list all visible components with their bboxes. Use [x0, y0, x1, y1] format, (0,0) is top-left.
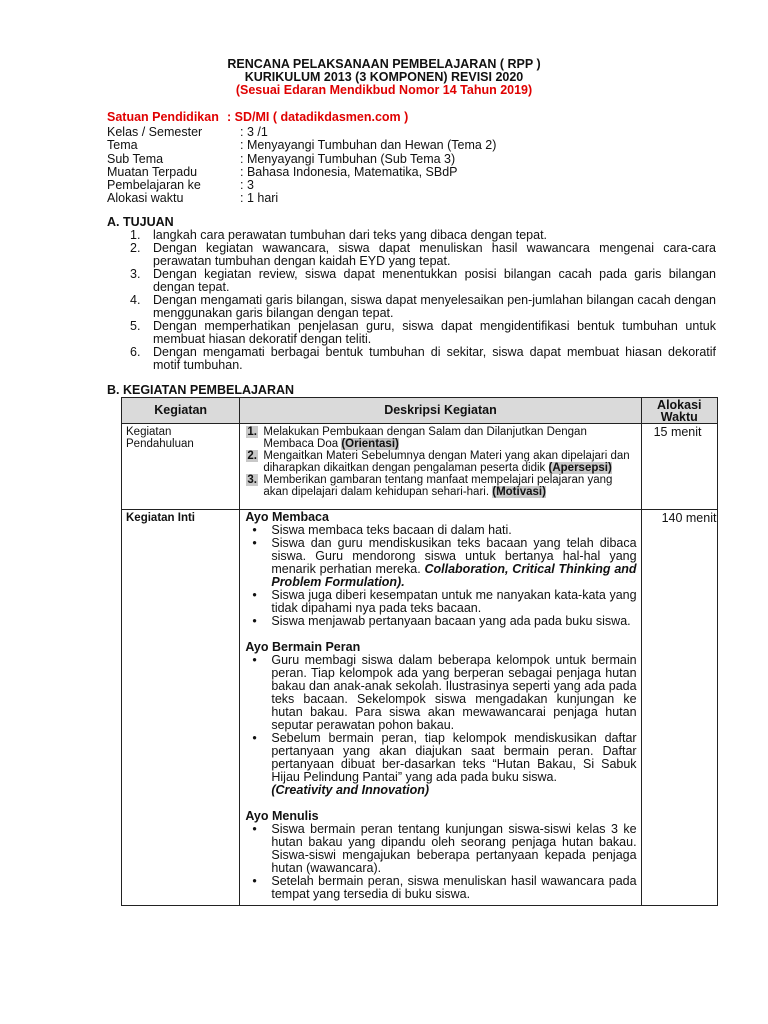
activity-list [245, 823, 636, 901]
list-item [246, 474, 636, 498]
step-tag: (Motivasi) [492, 486, 546, 498]
item-text: Sebelum bermain peran, tiap kelompok mendiskusikan daftar pertanyaan yang akan diajukan saat bermain peran. Daftar pertanyaan dibuat ber-dasarkan teks “Hutan Bakau, Si Sabuk Hijau Pelindung Pantai” yang ada pada buku siswa. [271, 731, 637, 784]
list-item: • Siswa juga diberi kesempatan untuk me nanyakan kata-kata yang tidak dipahami nya pada teks bacaan. [245, 589, 636, 615]
activity-list [245, 654, 636, 797]
list-item [130, 268, 716, 294]
step-text: Melakukan Pembukaan dengan Salam dan Dilanjutkan Dengan Membaca Doa [263, 426, 587, 450]
identity-value: : 3 [240, 178, 254, 193]
item-number: 6. [130, 345, 141, 359]
doc-title: RENCANA PELAKSANAAN PEMBELAJARAN ( RPP ) [227, 57, 541, 71]
identity-value: : Menyayangi Tumbuhan dan Hewan (Tema 2) [240, 138, 497, 153]
list-item [130, 320, 716, 346]
identity-label: Pembelajaran ke [107, 178, 201, 193]
item-text: Dengan mengamati berbagai bentuk tumbuhan di sekitar, siswa dapat membuat hiasan dekoratif motif tumbuhan. [153, 345, 716, 372]
item-number: 2. [130, 241, 141, 255]
table-row [122, 424, 718, 510]
item-number: 5. [130, 319, 141, 333]
step-tag: (Apersepsi) [548, 462, 612, 474]
item-text: Dengan memperhatikan penjelasan guru, siswa dapat mengidentifikasi bentuk tumbuhan untuk membuat hiasan dekoratif dengan teliti. [153, 319, 716, 346]
inti-description [240, 510, 641, 906]
list-item: • Siswa menjawab pertanyaan bacaan yang ada pada buku siswa. [245, 615, 636, 628]
item-number: 4. [130, 293, 141, 307]
item-text: Dengan kegiatan wawancara, siswa dapat menuliskan hasil wawancara mengenai cara-cara perawatan tumbuhan dengan kaidah EYD yang tepat. [153, 241, 716, 268]
kegiatan-time: 140 menit [641, 510, 717, 906]
column-header-deskripsi: Deskripsi Kegiatan [240, 398, 641, 424]
kegiatan-name: Kegiatan Pendahuluan [122, 424, 240, 510]
kegiatan-name: Kegiatan Inti [122, 510, 240, 906]
activity-title: Ayo Bermain Peran [245, 640, 361, 654]
pendahuluan-steps [240, 424, 641, 510]
activity-title: Ayo Menulis [245, 809, 319, 823]
identity-value: : 3 /1 [240, 125, 268, 139]
list-item [245, 732, 636, 797]
list-item [246, 426, 636, 450]
item-number: 1. [130, 228, 141, 242]
identity-label: Kelas / Semester [107, 125, 203, 139]
list-item [245, 537, 636, 589]
identity-value: : Bahasa Indonesia, Matematika, SBdP [240, 164, 458, 179]
tujuan-list [130, 229, 716, 372]
list-item: • Siswa membaca teks bacaan di dalam hati. [245, 524, 636, 537]
kegiatan-time: 15 menit [641, 424, 717, 510]
identity-label: Muatan Terpadu [107, 164, 198, 179]
identity-value: : Menyayangi Tumbuhan (Sub Tema 3) [240, 151, 456, 166]
list-item [246, 450, 636, 474]
doc-reference: (Sesuai Edaran Mendikbud Nomor 14 Tahun 2019) [235, 83, 533, 97]
identity-label: Alokasi waktu [107, 191, 184, 206]
identity-value: : SD/MI ( datadikdasmen.com ) [227, 110, 409, 124]
list-item [130, 294, 716, 320]
step-number: 3. [247, 474, 257, 486]
identity-value: : 1 hari [240, 191, 279, 206]
column-header-kegiatan: Kegiatan [122, 398, 240, 424]
list-item: • Siswa bermain peran tentang kunjungan siswa-siswi kelas 3 ke hutan bakau yang dipandu oleh seorang penjaga hutan bakau. Siswa-siswi mengajukan beberapa pertanyaan kepada penjaga hutan (wawancara). [245, 823, 636, 875]
list-item [130, 346, 716, 372]
item-number: 3. [130, 267, 141, 281]
item-text: Siswa dan guru mendiskusikan teks bacaan yang telah dibaca siswa. Guru mendorong siswa untuk bertanya hal-hal yang menarik perhatian mereka. [271, 536, 637, 576]
list-item: • Setelah bermain peran, siswa menuliskan hasil wawancara pada tempat yang tersedia di buku siswa. [245, 875, 636, 901]
doc-subtitle: KURIKULUM 2013 (3 KOMPONEN) REVISI 2020 [244, 70, 524, 84]
identity-label: Tema [107, 138, 138, 153]
step-text: Mengaitkan Materi Sebelumnya dengan Materi yang akan dipelajari dan diharapkan dikaitkan dengan pengalaman peserta didik [263, 450, 630, 474]
step-number: 1. [247, 426, 257, 438]
step-text: Memberikan gambaran tentang manfaat mempelajari pelajaran yang akan dipelajari dalam kehidupan sehari-hari. [263, 474, 613, 498]
section-heading-tujuan: A. TUJUAN [107, 215, 174, 229]
table-row [122, 510, 718, 906]
item-emphasis: (Creativity and Innovation) [271, 783, 430, 797]
identity-label: Satuan Pendidikan [107, 110, 219, 124]
section-heading-kegiatan: B. KEGIATAN PEMBELAJARAN [107, 383, 295, 397]
step-tag: (Orientasi) [341, 438, 399, 450]
table-header-row [122, 398, 718, 424]
item-text: Dengan kegiatan review, siswa dapat menentukkan posisi bilangan cacah pada garis bilangan dengan tepat. [153, 267, 716, 294]
item-emphasis: Collaboration, Critical Thinking and Problem Formulation). [271, 562, 637, 589]
activity-title: Ayo Membaca [245, 510, 329, 524]
item-text: langkah cara perawatan tumbuhan dari teks yang dibaca dengan tepat. [153, 228, 548, 242]
identity-label: Sub Tema [107, 151, 164, 166]
list-item [130, 242, 716, 268]
list-item: • Guru membagi siswa dalam beberapa kelompok untuk bermain peran. Tiap kelompok ada yang berperan sebagai penjaga hutan bakau dan anak-anak sekolah. Ilustrasinya seperti yang ada pada teks bacaan. Sekelompok siswa mengadakan kunjungan ke hutan bakau. Para siswa akan mewawancarai penjaga hutan seputar perawatan pohon bakau. [245, 654, 636, 732]
kegiatan-table [121, 397, 718, 906]
step-number: 2. [247, 450, 257, 462]
item-text: Dengan mengamati garis bilangan, siswa dapat menyelesaikan pen-jumlahan bilangan cacah dengan menggunakan garis bilangan dengan tepat. [153, 293, 716, 320]
column-header-alokasi: Alokasi Waktu [641, 398, 717, 424]
activity-list [245, 524, 636, 628]
